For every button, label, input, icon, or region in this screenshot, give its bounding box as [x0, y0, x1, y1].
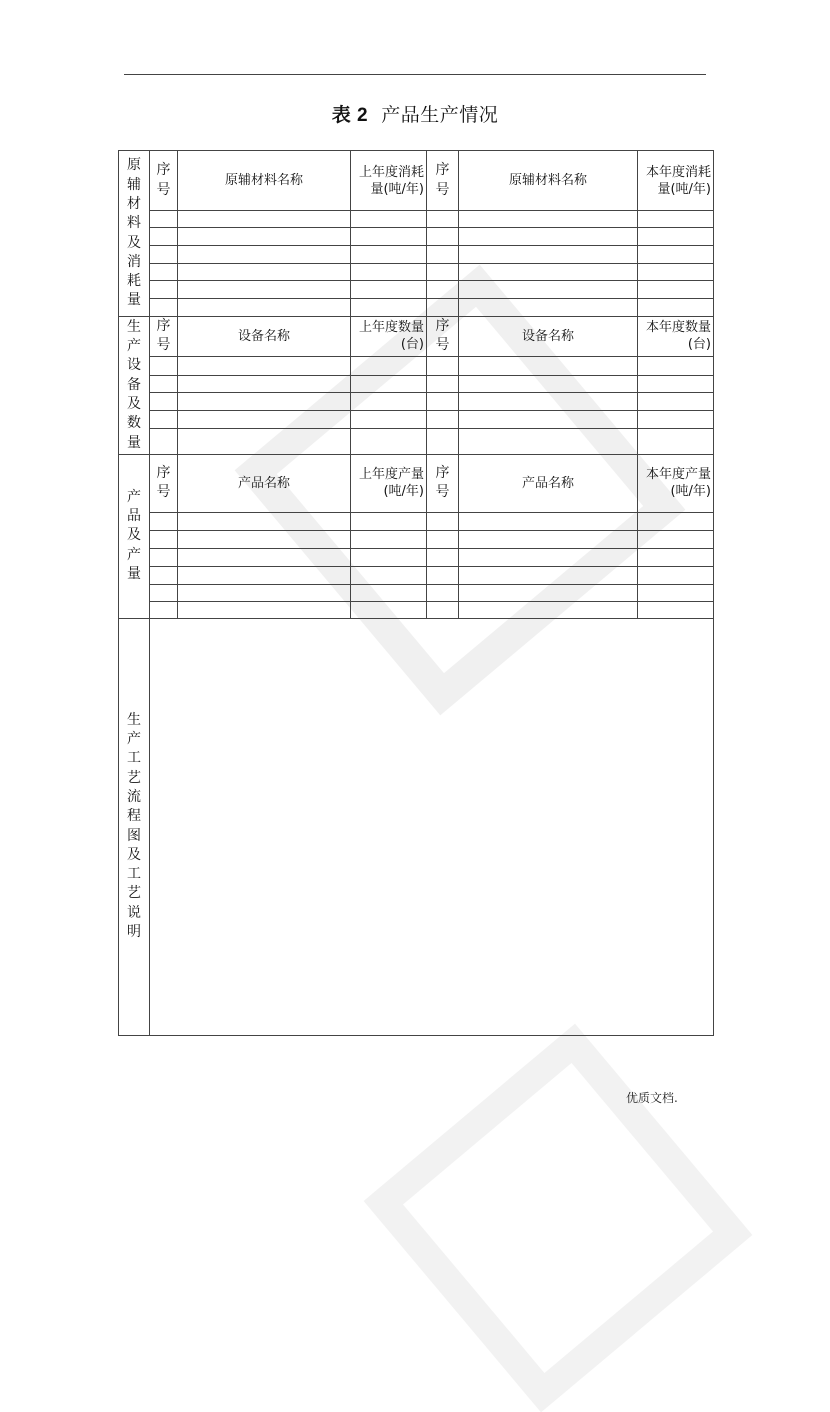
empty-cell[interactable] — [351, 264, 427, 281]
empty-cell[interactable] — [427, 566, 459, 584]
column-header-text: 序号 — [435, 162, 450, 198]
empty-cell[interactable] — [638, 566, 714, 584]
column-header — [427, 317, 459, 357]
empty-cell[interactable] — [638, 264, 714, 281]
empty-cell[interactable] — [459, 264, 638, 281]
empty-cell[interactable] — [178, 281, 351, 299]
empty-cell[interactable] — [427, 428, 459, 454]
table-row — [119, 512, 714, 530]
column-header — [178, 151, 351, 211]
empty-cell[interactable] — [150, 530, 178, 548]
empty-cell[interactable] — [351, 548, 427, 566]
empty-cell[interactable] — [150, 548, 178, 566]
empty-cell[interactable] — [427, 601, 459, 618]
empty-cell[interactable] — [427, 410, 459, 428]
products-section-label — [119, 454, 150, 618]
empty-cell[interactable] — [150, 281, 178, 299]
table-row — [119, 246, 714, 264]
table-row — [119, 281, 714, 299]
production-table — [118, 150, 714, 1036]
header-rule — [124, 74, 706, 75]
column-header-text: 序号 — [156, 464, 171, 501]
empty-cell[interactable] — [351, 428, 427, 454]
empty-cell[interactable] — [459, 246, 638, 264]
empty-cell[interactable] — [459, 548, 638, 566]
column-header — [178, 454, 351, 512]
column-header — [351, 454, 427, 512]
empty-cell[interactable] — [150, 601, 178, 618]
empty-cell[interactable] — [638, 548, 714, 566]
empty-cell[interactable] — [638, 299, 714, 317]
empty-cell[interactable] — [459, 375, 638, 392]
empty-cell[interactable] — [178, 299, 351, 317]
column-header — [150, 317, 178, 357]
section-label-text: 生产工艺流程图及工艺说明 — [127, 711, 141, 941]
empty-cell[interactable] — [351, 512, 427, 530]
section-label-text: 产品及产量 — [127, 488, 141, 583]
table-row — [119, 548, 714, 566]
column-header — [459, 151, 638, 211]
empty-cell[interactable] — [427, 512, 459, 530]
equipment-section-label — [119, 317, 150, 455]
empty-cell[interactable] — [150, 246, 178, 264]
column-header-text: 原辅材料名称 — [508, 173, 587, 188]
empty-cell[interactable] — [459, 584, 638, 601]
table-number: 表 2 — [331, 105, 369, 126]
empty-cell[interactable] — [351, 601, 427, 618]
empty-cell[interactable] — [150, 375, 178, 392]
column-header-text: 序号 — [156, 162, 171, 198]
empty-cell[interactable] — [150, 584, 178, 601]
table-row — [119, 264, 714, 281]
empty-cell[interactable] — [150, 228, 178, 246]
empty-cell[interactable] — [178, 428, 351, 454]
empty-cell[interactable] — [638, 392, 714, 410]
empty-cell[interactable] — [427, 375, 459, 392]
empty-cell[interactable] — [459, 566, 638, 584]
empty-cell[interactable] — [638, 601, 714, 618]
column-header — [427, 454, 459, 512]
watermark — [364, 1024, 753, 1412]
empty-cell[interactable] — [427, 246, 459, 264]
empty-cell[interactable] — [178, 264, 351, 281]
empty-cell[interactable] — [150, 512, 178, 530]
empty-cell[interactable] — [638, 584, 714, 601]
empty-cell[interactable] — [638, 428, 714, 454]
empty-cell[interactable] — [427, 228, 459, 246]
process-description-area[interactable] — [150, 618, 714, 1035]
empty-cell[interactable] — [150, 428, 178, 454]
table-row — [119, 566, 714, 584]
empty-cell[interactable] — [150, 264, 178, 281]
empty-cell[interactable] — [351, 392, 427, 410]
empty-cell[interactable] — [150, 211, 178, 228]
empty-cell[interactable] — [351, 356, 427, 375]
empty-cell[interactable] — [178, 512, 351, 530]
table-row — [119, 410, 714, 428]
section-label-text: 原辅材料及消耗量 — [127, 157, 141, 309]
empty-cell[interactable] — [427, 548, 459, 566]
empty-cell[interactable] — [638, 530, 714, 548]
empty-cell[interactable] — [459, 410, 638, 428]
empty-cell[interactable] — [638, 375, 714, 392]
empty-cell[interactable] — [351, 211, 427, 228]
empty-cell[interactable] — [150, 299, 178, 317]
empty-cell[interactable] — [178, 246, 351, 264]
empty-cell[interactable] — [150, 356, 178, 375]
table-row — [119, 299, 714, 317]
column-header — [459, 454, 638, 512]
column-header-text: 设备名称 — [237, 328, 290, 344]
empty-cell[interactable] — [459, 392, 638, 410]
column-header-text: 上年度消耗量(吨/年) — [358, 164, 424, 197]
empty-cell[interactable] — [178, 548, 351, 566]
empty-cell[interactable] — [427, 299, 459, 317]
table-title: 产品生产情况 — [381, 104, 499, 126]
equipment-header-row — [119, 317, 714, 357]
empty-cell[interactable] — [459, 356, 638, 375]
column-header-text: 序号 — [435, 318, 450, 354]
column-header-text: 序号 — [156, 318, 171, 354]
empty-cell[interactable] — [638, 281, 714, 299]
empty-cell[interactable] — [427, 530, 459, 548]
column-header — [638, 454, 714, 512]
products-header-row — [119, 454, 714, 512]
empty-cell[interactable] — [351, 281, 427, 299]
column-header — [150, 151, 178, 211]
empty-cell[interactable] — [427, 584, 459, 601]
column-header — [638, 151, 714, 211]
column-header-text: 设备名称 — [521, 328, 574, 344]
table-row — [119, 530, 714, 548]
empty-cell[interactable] — [638, 356, 714, 375]
empty-cell[interactable] — [150, 392, 178, 410]
empty-cell[interactable] — [178, 410, 351, 428]
process-section-label — [119, 618, 150, 1035]
column-header — [351, 151, 427, 211]
column-header — [351, 317, 427, 357]
empty-cell[interactable] — [427, 392, 459, 410]
empty-cell[interactable] — [427, 356, 459, 375]
empty-cell[interactable] — [351, 530, 427, 548]
empty-cell[interactable] — [351, 246, 427, 264]
column-header-text: 本年度数量(台) — [645, 320, 711, 353]
column-header-text: 本年度产量(吨/年) — [645, 467, 711, 500]
empty-cell[interactable] — [459, 281, 638, 299]
empty-cell[interactable] — [427, 281, 459, 299]
empty-cell[interactable] — [638, 228, 714, 246]
column-header-text: 上年度数量(台) — [358, 320, 424, 353]
empty-cell[interactable] — [351, 228, 427, 246]
empty-cell[interactable] — [427, 211, 459, 228]
empty-cell[interactable] — [178, 392, 351, 410]
table-row — [119, 375, 714, 392]
empty-cell[interactable] — [351, 375, 427, 392]
empty-cell[interactable] — [178, 356, 351, 375]
column-header-text: 序号 — [435, 464, 450, 501]
column-header-text: 上年度产量(吨/年) — [358, 467, 424, 500]
empty-cell[interactable] — [638, 410, 714, 428]
empty-cell[interactable] — [459, 228, 638, 246]
empty-cell[interactable] — [459, 530, 638, 548]
empty-cell[interactable] — [459, 211, 638, 228]
empty-cell[interactable] — [351, 566, 427, 584]
empty-cell[interactable] — [638, 246, 714, 264]
column-header-text: 本年度消耗量(吨/年) — [645, 164, 711, 197]
empty-cell[interactable] — [638, 512, 714, 530]
empty-cell[interactable] — [178, 530, 351, 548]
column-header — [178, 317, 351, 357]
section-label-text: 生产设备及数量 — [127, 318, 141, 451]
empty-cell[interactable] — [150, 566, 178, 584]
column-header — [427, 151, 459, 211]
column-header-text: 原辅材料名称 — [224, 173, 303, 188]
table-row — [119, 211, 714, 228]
page-title — [0, 100, 830, 127]
materials-section-label — [119, 151, 150, 317]
empty-cell[interactable] — [638, 211, 714, 228]
process-row — [119, 618, 714, 1035]
table-row — [119, 428, 714, 454]
empty-cell[interactable] — [178, 211, 351, 228]
table-row — [119, 228, 714, 246]
empty-cell[interactable] — [351, 299, 427, 317]
empty-cell[interactable] — [459, 512, 638, 530]
empty-cell[interactable] — [459, 601, 638, 618]
column-header — [459, 317, 638, 357]
column-header-text: 产品名称 — [521, 475, 574, 491]
empty-cell[interactable] — [178, 228, 351, 246]
empty-cell[interactable] — [459, 299, 638, 317]
empty-cell[interactable] — [351, 410, 427, 428]
empty-cell[interactable] — [178, 566, 351, 584]
column-header — [638, 317, 714, 357]
table-row — [119, 392, 714, 410]
empty-cell[interactable] — [178, 601, 351, 618]
column-header — [150, 454, 178, 512]
footer-text: 优质文档. — [626, 1091, 678, 1105]
table-row — [119, 356, 714, 375]
empty-cell[interactable] — [150, 410, 178, 428]
column-header-text: 产品名称 — [237, 475, 290, 491]
empty-cell[interactable] — [178, 584, 351, 601]
materials-header-row — [119, 151, 714, 211]
table-row — [119, 601, 714, 618]
empty-cell[interactable] — [459, 428, 638, 454]
empty-cell[interactable] — [427, 264, 459, 281]
empty-cell[interactable] — [178, 375, 351, 392]
empty-cell[interactable] — [351, 584, 427, 601]
table-row — [119, 584, 714, 601]
